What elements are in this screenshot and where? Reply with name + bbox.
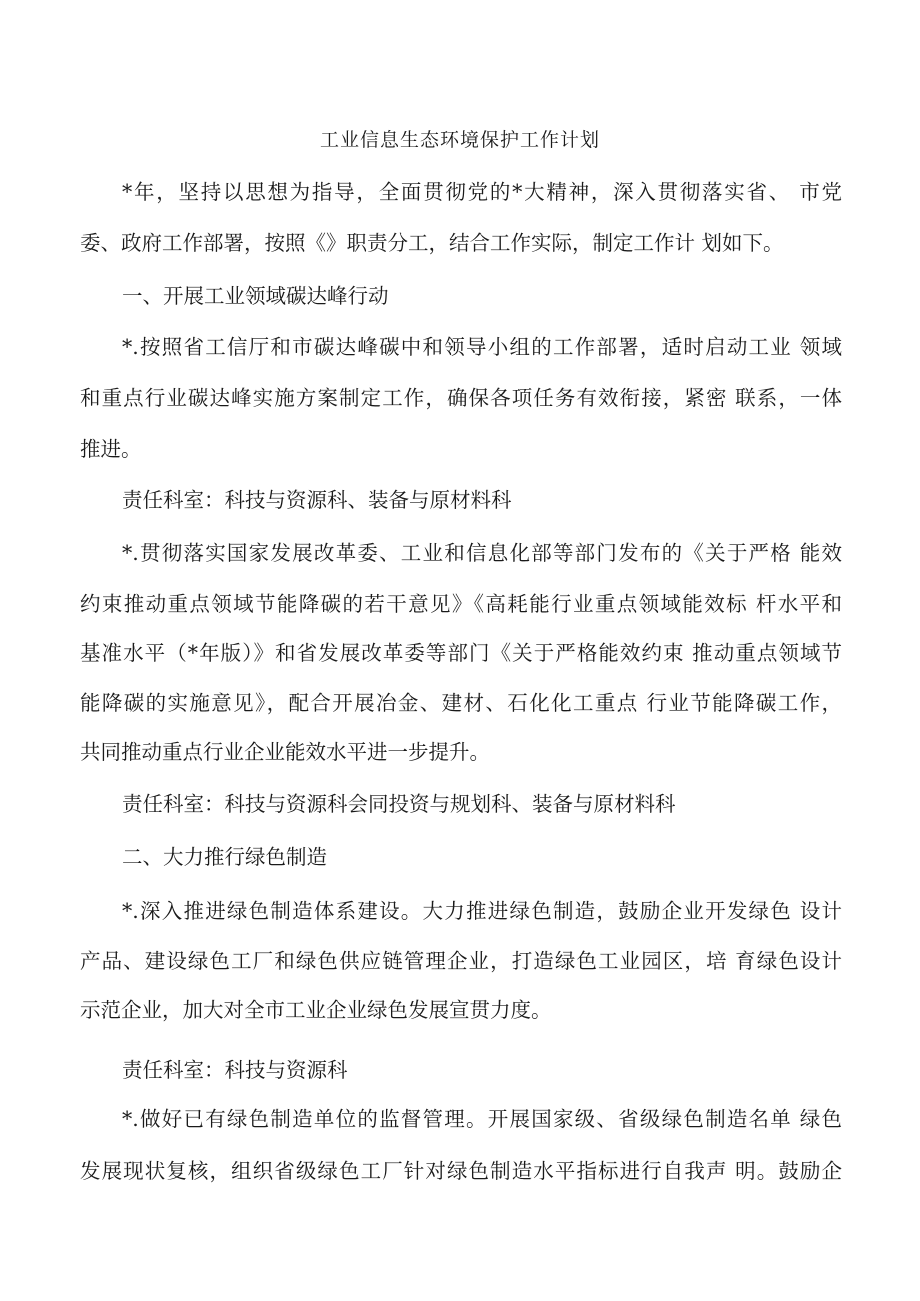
paragraph-line: *.贯彻落实国家发展改革委、工业和信息化部等部门发布的《关于严格 能效 [122,541,842,565]
section-heading: 一、开展工业领域碳达峰行动 [122,284,389,308]
paragraph-line: *.做好已有绿色制造单位的监督管理。开展国家级、省级绿色制造名单 绿色 [122,1107,842,1131]
paragraph-line: *年，坚持以思想为指导，全面贯彻党的*大精神，深入贯彻落实省、 市党 [122,180,842,204]
responsibility-line: 责任科室：科技与资源科会同投资与规划科、装备与原材料科 [122,792,676,816]
paragraph-line: 推进。 [80,437,142,461]
paragraph-line: 示范企业，加大对全市工业企业绿色发展宣贯力度。 [80,998,552,1022]
paragraph-line: 共同推动重点行业企业能效水平进一步提升。 [80,740,490,764]
section-heading: 二、大力推行绿色制造 [122,845,327,869]
paragraph-line: 约束推动重点领域节能降碳的若干意见》《高耗能行业重点领域能效标 杆水平和 [80,592,842,616]
paragraph-line: 产品、建设绿色工厂和绿色供应链管理企业，打造绿色工业园区，培 育绿色设计 [80,949,842,973]
responsibility-line: 责任科室：科技与资源科、装备与原材料科 [122,488,512,512]
paragraph-line: *.按照省工信厅和市碳达峰碳中和领导小组的工作部署，适时启动工业 领域 [122,335,842,359]
paragraph-line: 基准水平（*年版）》和省发展改革委等部门《关于严格能效约束 推动重点领域节 [80,641,842,665]
paragraph-line: 和重点行业碳达峰实施方案制定工作，确保各项任务有效衔接，紧密 联系，一体 [80,386,842,410]
paragraph-line: *.深入推进绿色制造体系建设。大力推进绿色制造，鼓励企业开发绿色 设计 [122,899,842,923]
paragraph-line: 委、政府工作部署，按照《》职责分工，结合工作实际，制定工作计 划如下。 [80,231,784,255]
responsibility-line: 责任科室：科技与资源科 [122,1058,348,1082]
paragraph-line: 发展现状复核，组织省级绿色工厂针对绿色制造水平指标进行自我声 明。鼓励企 [80,1159,842,1183]
document-title: 工业信息生态环境保护工作计划 [319,129,600,151]
paragraph-line: 能降碳的实施意见》，配合开展冶金、建材、石化化工重点 行业节能降碳工作， [80,691,842,715]
